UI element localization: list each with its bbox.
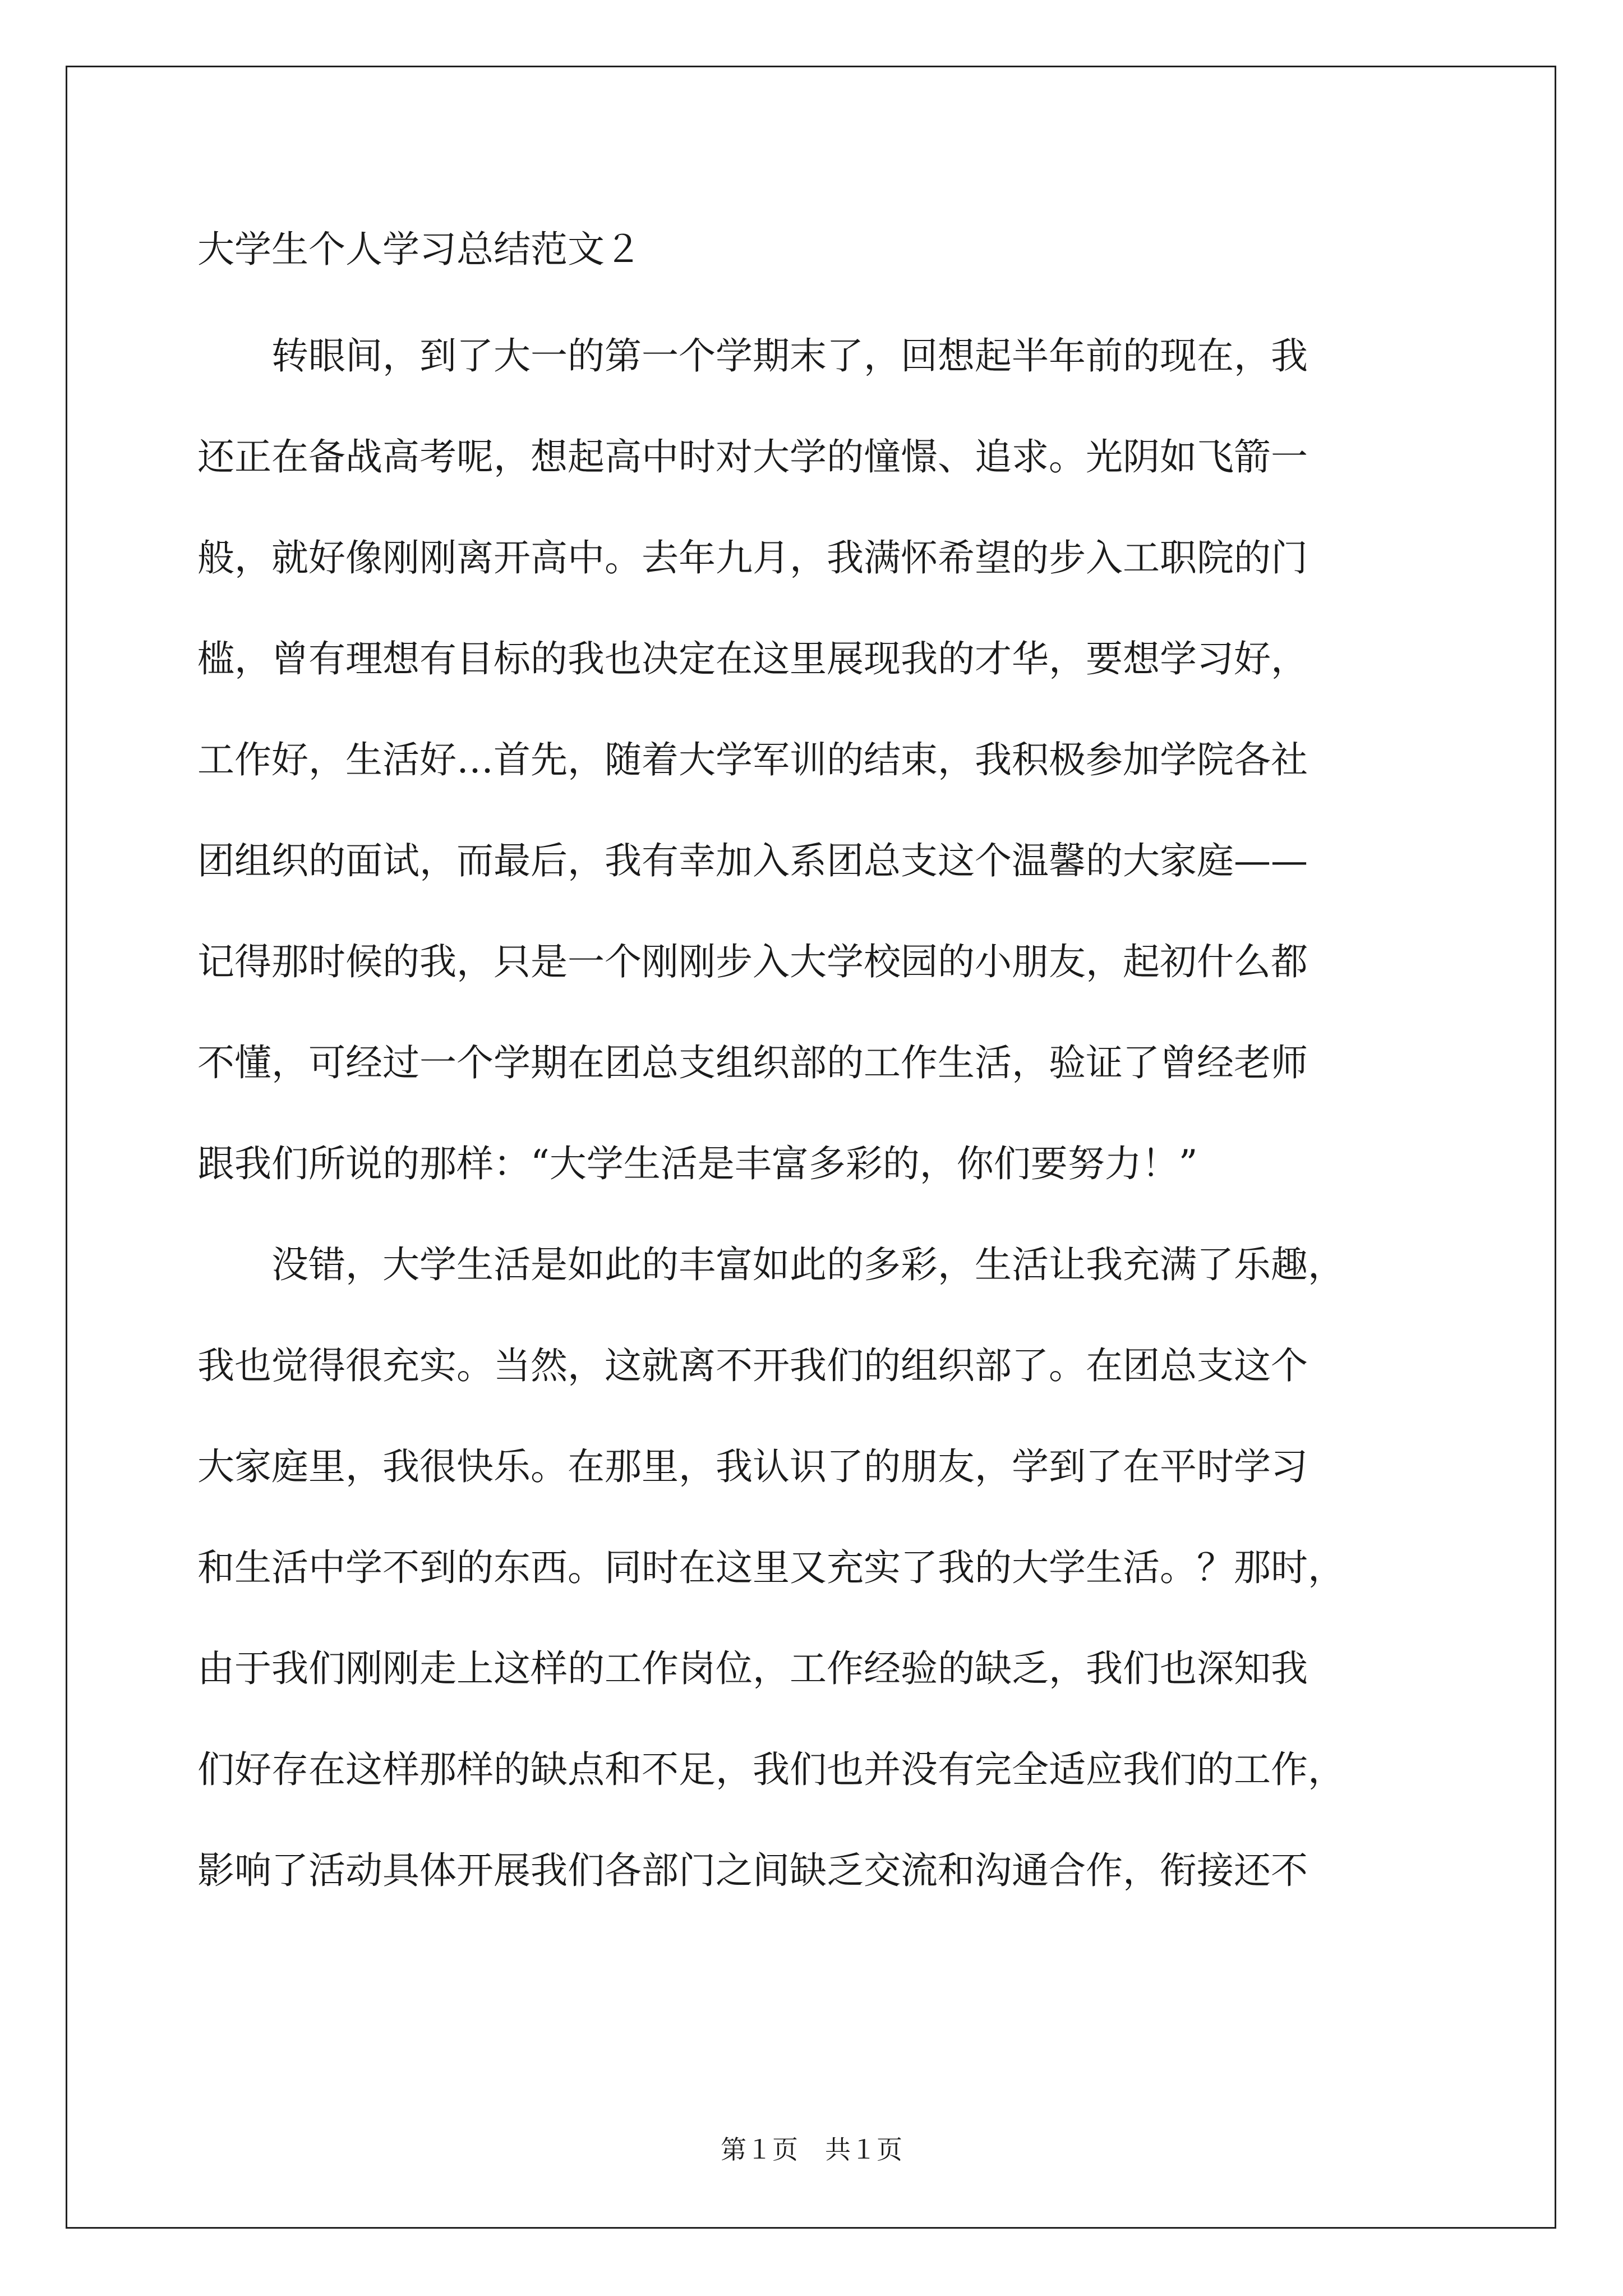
page-number: 第１页 [721, 2134, 798, 2165]
paragraph-2-line-1: 没错，大学生活是如此的丰富如此的多彩，生活让我充满了乐趣， [271, 1243, 1345, 1286]
paragraph-2-line-7: 影响了活动具体开展我们各部门之间缺乏交流和沟通合作，衔接还不 [197, 1849, 1308, 1892]
paragraph-2-line-3: 大家庭里，我很快乐。在那里，我认识了的朋友，学到了在平时学习 [197, 1445, 1308, 1488]
document-title: 大学生个人学习总结范文２ [197, 228, 642, 271]
paragraph-1-line-2: 还正在备战高考呢，想起高中时对大学的憧憬、追求。光阴如飞箭一 [197, 435, 1308, 478]
paragraph-1-line-6: 团组织的面试，而最后，我有幸加入系团总支这个温馨的大家庭—— [197, 839, 1308, 882]
paragraph-1-line-9: 跟我们所说的那样：“大学生活是丰富多彩的，你们要努力！” [197, 1142, 1198, 1185]
page-footer [0, 2133, 1623, 2166]
paragraph-1-line-5: 工作好，生活好…首先，随着大学军训的结束，我积极参加学院各社 [197, 738, 1308, 781]
paragraph-2-line-4: 和生活中学不到的东西。同时在这里又充实了我的大学生活。？那时， [197, 1546, 1345, 1589]
paragraph-1-line-3: 般，就好像刚刚离开高中。去年九月，我满怀希望的步入工职院的门 [197, 536, 1308, 579]
paragraph-1-line-4: 槛，曾有理想有目标的我也决定在这里展现我的才华，要想学习好， [197, 637, 1308, 680]
paragraph-2-line-5: 由于我们刚刚走上这样的工作岗位，工作经验的缺乏，我们也深知我 [197, 1647, 1308, 1690]
paragraph-1-line-8: 不懂，可经过一个学期在团总支组织部的工作生活，验证了曾经老师 [197, 1041, 1308, 1084]
paragraph-1-line-7: 记得那时候的我，只是一个刚刚步入大学校园的小朋友，起初什么都 [197, 940, 1308, 983]
paragraph-2-line-2: 我也觉得很充实。当然，这就离不开我们的组织部了。在团总支这个 [197, 1344, 1308, 1387]
document-body [197, 328, 1437, 1944]
page-total: 共１页 [825, 2134, 902, 2165]
paragraph-1-line-1: 转眼间，到了大一的第一个学期末了，回想起半年前的现在，我 [271, 334, 1308, 378]
paragraph-2-line-6: 们好存在这样那样的缺点和不足，我们也并没有完全适应我们的工作， [197, 1748, 1345, 1791]
